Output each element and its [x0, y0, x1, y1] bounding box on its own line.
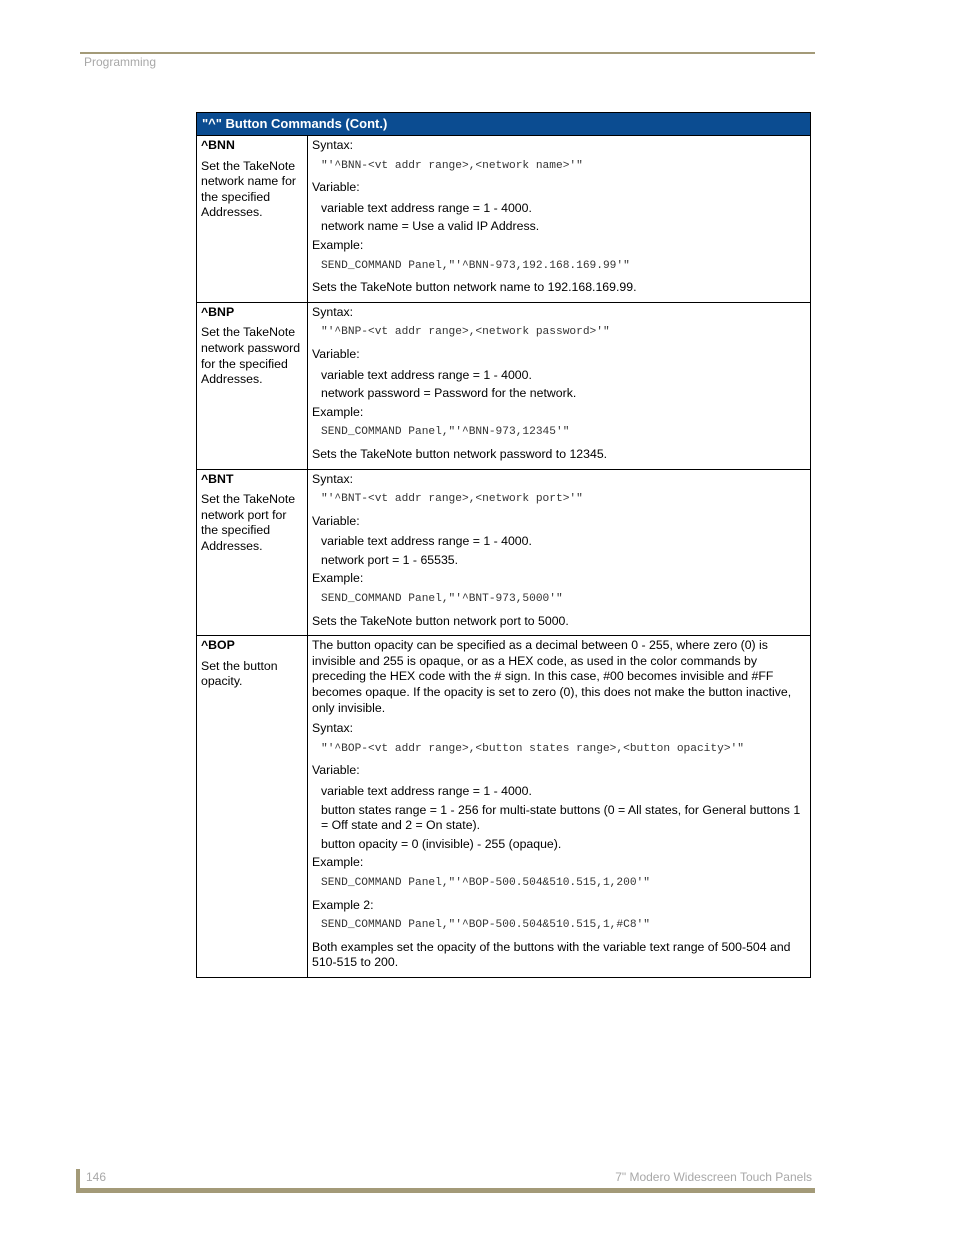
- example-code: SEND_COMMAND Panel,"'^BNT-973,5000'": [321, 593, 563, 606]
- syntax-code: "'^BNP-<vt addr range>,<network password>'": [321, 326, 610, 339]
- table-row: [197, 136, 811, 303]
- page-number: 146: [86, 1170, 107, 1184]
- variable-item: button opacity = 0 (invisible) - 255 (opaque).: [321, 836, 562, 851]
- example-code: SEND_COMMAND Panel,"'^BNN-973,192.168.169.99'": [321, 259, 630, 272]
- variable-label: Variable:: [312, 763, 360, 778]
- command-cell: [197, 469, 308, 636]
- variable-item: network name = Use a valid IP Address.: [321, 219, 540, 234]
- command-description: Set the button opacity.: [201, 658, 278, 689]
- variable-label: Variable:: [312, 346, 360, 361]
- command-name: ^BOP: [201, 638, 235, 653]
- syntax-code: "'^BNT-<vt addr range>,<network port>'": [321, 493, 583, 506]
- variable-item: variable text address range = 1 - 4000.: [321, 784, 532, 798]
- command-cell: [197, 302, 308, 469]
- footer-doc-title: 7" Modero Widescreen Touch Panels: [615, 1170, 812, 1184]
- button-commands-table: [196, 112, 811, 978]
- example-note: Sets the TakeNote button network password to 12345.: [312, 446, 608, 461]
- detail-cell: [308, 136, 811, 303]
- variable-item: variable text address range = 1 - 4000.: [321, 367, 532, 382]
- command-intro: The button opacity can be specified as a decimal between 0 - 255, where zero (0) is invisible and 255 is opaque, or as a HEX code, as used in the color commands by preceding the HEX code with the # sign. In this case, #00 becomes invisible and #FF becomes opaque. If the opacity is set to zero (0), this does not make the button inactive, only invisible.: [312, 638, 792, 715]
- table-row: [197, 469, 811, 636]
- command-name: ^BNT: [201, 471, 234, 486]
- example-label: Example:: [312, 571, 364, 586]
- detail-cell: [308, 469, 811, 636]
- variable-item: network password = Password for the network.: [321, 386, 577, 401]
- table-row: [197, 302, 811, 469]
- variable-item: button states range = 1 - 256 for multi-state buttons (0 = All states, for General buttons 1 = Off state and 2 = On state).: [321, 802, 801, 833]
- syntax-label: Syntax:: [312, 304, 354, 319]
- detail-cell: [308, 636, 811, 978]
- example-label: Example:: [312, 404, 364, 419]
- footer-rule: [76, 1188, 815, 1193]
- example-label: Example:: [312, 237, 364, 252]
- section-label: Programming: [84, 55, 157, 69]
- example2-code: SEND_COMMAND Panel,"'^BOP-500.504&510.515,1,#C8'": [321, 919, 650, 932]
- command-cell: [197, 636, 308, 978]
- table-header-row: [197, 113, 811, 136]
- example-code: SEND_COMMAND Panel,"'^BOP-500.504&510.515,1,200'": [321, 876, 650, 889]
- command-name: ^BNP: [201, 304, 235, 319]
- example-note: Sets the TakeNote button network port to 5000.: [312, 613, 569, 628]
- variable-label: Variable:: [312, 180, 360, 195]
- variable-item: variable text address range = 1 - 4000.: [321, 534, 532, 549]
- table-title: "^" Button Commands (Cont.): [197, 113, 811, 136]
- example-note: Both examples set the opacity of the buttons with the variable text range of 500-504 and 510-515 to 200.: [312, 939, 791, 970]
- command-description: Set the TakeNote network password for the specified Addresses.: [201, 325, 301, 387]
- example-label: Example:: [312, 855, 364, 870]
- detail-cell: [308, 302, 811, 469]
- example-note: Sets the TakeNote button network name to 192.168.169.99.: [312, 280, 637, 295]
- example-code: SEND_COMMAND Panel,"'^BNN-973,12345'": [321, 426, 570, 439]
- syntax-label: Syntax:: [312, 721, 354, 736]
- command-cell: [197, 136, 308, 303]
- syntax-label: Syntax:: [312, 138, 354, 152]
- command-description: Set the TakeNote network port for the specified Addresses.: [201, 492, 296, 553]
- variable-item: variable text address range = 1 - 4000.: [321, 200, 532, 215]
- table-row: [197, 636, 811, 978]
- command-name: ^BNN: [201, 138, 235, 152]
- command-description: Set the TakeNote network name for the specified Addresses.: [201, 158, 297, 220]
- syntax-code: "'^BOP-<vt addr range>,<button states range>,<button opacity>'": [321, 742, 744, 755]
- syntax-label: Syntax:: [312, 471, 354, 486]
- variable-label: Variable:: [312, 513, 360, 528]
- example2-label: Example 2:: [312, 897, 374, 912]
- variable-item: network port = 1 - 65535.: [321, 552, 459, 567]
- syntax-code: "'^BNN-<vt addr range>,<network name>'": [321, 159, 583, 172]
- header-rule: [80, 52, 815, 54]
